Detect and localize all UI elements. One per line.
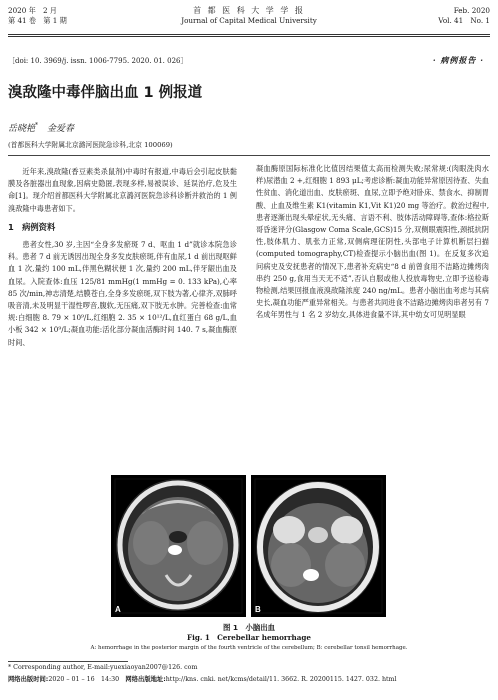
case-continued-paragraph: 凝血酶原国际标准化比值因结果值太高而检测失败;尿常规:(肉眼洗肉水样)尿潜血 2 +,红细胞 1 893 μL;考虑诊断:凝血功能异常原因待查、失血性贫血、消化道出血、皮肤瘀斑、血尿,立即予绝对卧床、禁食水、抑制胃酸、止血及维生素 K1(vitamin K1,Vit K1)20 mg 等治疗。救治过程中,患者逐渐出现头晕症状,无头痛、言语不利、肢体活动障碍等,查体:格拉斯哥昏迷评分(Glasgow Coma Scale,GCS)15 分,双侧眼震阳性,颈抵抗阴性,肢体肌力、肌张力正常,双侧病理征阴性,头部电子计算机断层扫描(computed tomography,CT)检查提示小脑出血(图 1)。在反复多次追问病史及安抚患者的情况下,患者补充病史“8 d 前曾食用不洁路边摊烤肉串约 250 g,食用当天无不适”,否认自服或他人投放毒物史,立即予送检毒物检测,结果回报血液溴敌隆浓度 240 ng/mL。患者小脑出血考虑与其病史长,凝血功能严重异常相关。与患者共同进食不洁路边摊烤肉串者另有 7 名成年男性与 1 名 2 岁幼女,具体进食量不详,其中幼女可见明显眼 xyxy=(256,164,489,320)
header-rule xyxy=(8,34,490,35)
figure-caption-cn: 图 1 小脑出血 xyxy=(222,623,276,632)
author-1: 岳晓艳 xyxy=(8,124,36,134)
figure-note: A: hemorrhage in the posterior margin of the fourth ventricle of the cerebellum; B: cerebellar tonsil hemorrhage. xyxy=(90,645,408,651)
corresponding-mark: * xyxy=(35,122,39,129)
online-time: 2020 – 01 – 16 14:30 xyxy=(48,676,120,683)
corresponding-author-note: * Corresponding author, E-mail:yuexiaoyan2007@126. com xyxy=(8,664,198,671)
authors xyxy=(8,121,74,134)
affiliation: (首都医科大学附属北京潞河医院急诊科,北京 100069) xyxy=(8,141,173,149)
header-date-en: Feb. 2020 xyxy=(453,6,490,15)
header-volume-en: Vol. 41 No. 1 xyxy=(438,16,490,25)
footnote-rule xyxy=(8,661,128,662)
figure-1 xyxy=(111,475,386,617)
header-date: 2020 年 2 月 xyxy=(8,6,57,15)
online-time-label: 网络出版时间: xyxy=(8,676,49,683)
online-url: http://kns. cnki. net/kcms/detail/11. 3662. R. 20200115. 1427. 032. html xyxy=(165,676,397,683)
online-url-label: 网络出版地址: xyxy=(125,676,166,683)
journal-name-en: Journal of Capital Medical University xyxy=(181,16,317,25)
doi: ［doi: 10. 3969/j. issn. 1006-7795. 2020. 01. 026］ xyxy=(8,57,188,65)
header-volume: 第 41 卷 第 1 期 xyxy=(8,16,67,25)
ct-scan-a xyxy=(111,475,246,617)
article-title: 溴敌隆中毒伴脑出血 1 例报道 xyxy=(8,85,203,101)
scan-a-label: A xyxy=(115,605,121,614)
header-right xyxy=(438,6,490,26)
intro-paragraph: 近年来,溴敌隆(香豆素类杀鼠剂)中毒时有报道,中毒后会引起皮肤黏膜及各脏器出血现象,因病史隐匿,表现多样,易被误诊、延误治疗,危及生命[1]。现介绍首都医科大学附属北京潞河医院急诊科诊断并救治的 1 例溴敌隆中毒患者如下。 xyxy=(8,167,237,213)
journal-name-cn: 首 都 医 科 大 学 学 报 xyxy=(193,6,305,15)
divider xyxy=(8,155,490,156)
online-publication-info xyxy=(8,674,397,683)
author-2: 金爱春 xyxy=(47,124,75,134)
case-paragraph: 患者女性,30 岁,主因“全身多发瘀斑 7 d、呕血 1 d”就诊本院急诊科。患者 7 d 前无诱因出现全身多发皮肤瘀斑,伴有血尿,1 d 前出现呕鲜血 1 次,量约 100 mL,伴黑色糊状便 1 次,量约 200 mL,伴牙龈出血及血尿。入院查体:血压 125/81 mmHg(1 mmHg = 0. 133 kPa),心率 85 次/min,神志清楚,结膜苍白,全身多发瘀斑,双下肢为著,心律齐,双肺呼吸音清,未及明显干湿性啰音,腹软,无压痛,双下肢无水肿。完善检查:血常规:白细胞 8. 79 × 10⁹/L,红细胞 2. 35 × 10¹²/L,血红蛋白 68 g/L,血小板 342 × 10⁹/L;凝血功能:活化部分凝血活酶时间 140. 7 s,凝血酶原时间、 xyxy=(8,240,237,347)
section-heading: 1 病例资料 xyxy=(8,221,56,232)
right-column xyxy=(256,163,489,322)
scan-b-label: B xyxy=(255,605,261,614)
header-center xyxy=(0,6,498,26)
left-column xyxy=(8,166,237,349)
header-rule-thin xyxy=(8,36,490,37)
article-category: · 病例报告 · xyxy=(432,55,484,65)
ct-scan-b xyxy=(251,475,386,617)
figure-caption-en: Fig. 1 Cerebellar hemorrhage xyxy=(187,633,311,642)
